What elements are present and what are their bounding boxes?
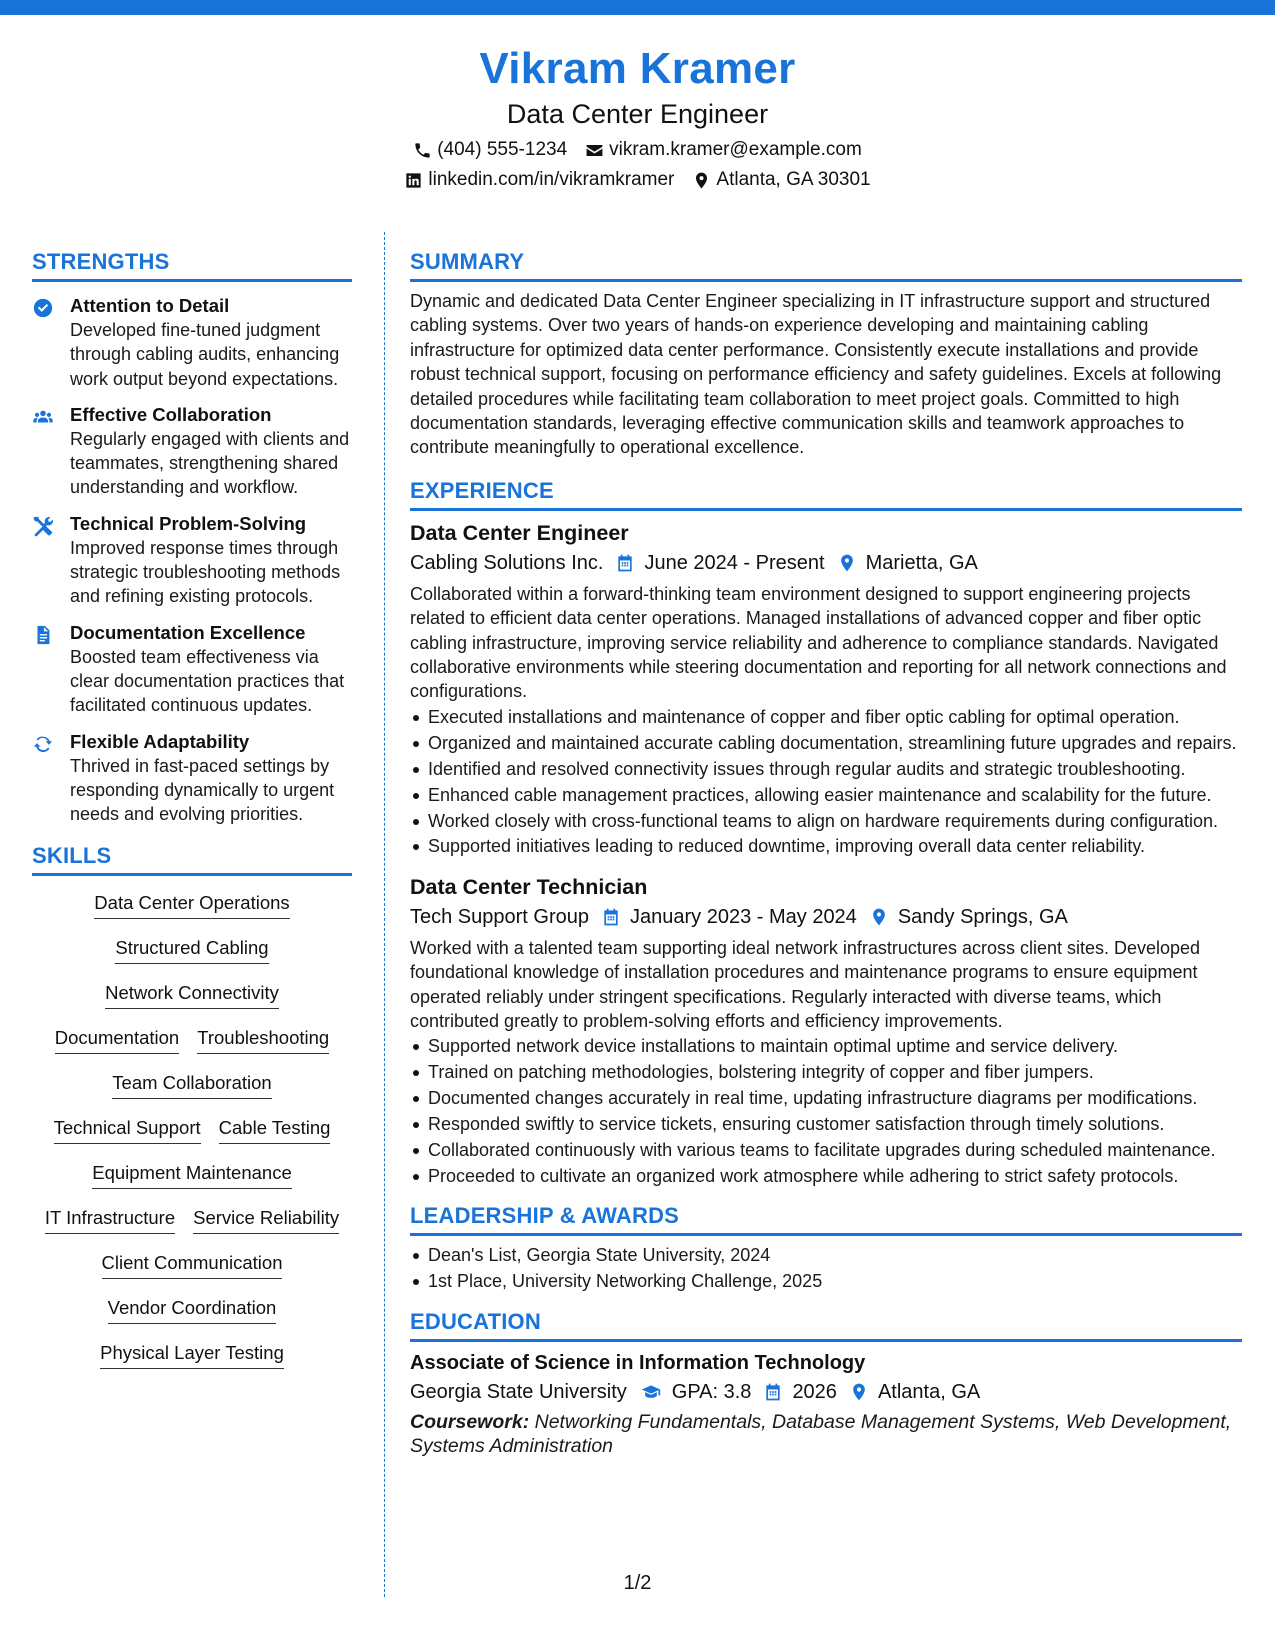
degree-title: Associate of Science in Information Technology xyxy=(410,1351,866,1374)
strength-title: Flexible Adaptability xyxy=(70,730,250,752)
tools-icon xyxy=(32,515,54,537)
skill-tag: Data Center Operations xyxy=(94,891,289,919)
strength-item xyxy=(32,294,352,391)
job-entry xyxy=(410,873,1242,1189)
calendar-icon xyxy=(615,553,635,573)
leadership-heading: LEADERSHIP & AWARDS xyxy=(410,1202,1242,1236)
list-item: Organized and maintained accurate cabling documentation, streamlining future upgrades and repairs. xyxy=(410,731,1242,755)
education-section xyxy=(410,1308,1242,1459)
school-location: Atlanta, GA xyxy=(877,1380,981,1403)
column-divider xyxy=(384,232,385,1597)
strength-title: Technical Problem-Solving xyxy=(70,512,307,534)
summary-text: Dynamic and dedicated Data Center Engineer specializing in IT infrastructure support and structured cabling systems. Over two years of hands-on experience developing and maintaining cabling infrastructure for optimized data center performance. Consistently execute installations and provide robust technical support, focusing on performance efficiency and safety guidelines. Excels at following detailed procedures while facilitating team collaboration to meet project goals. Committed to high documentation standards, leveraging effective communication skills and teamwork approaches to contribute meaningfully to operational excellence. xyxy=(410,291,1222,458)
job-meta xyxy=(410,902,1242,932)
skill-tag: Vendor Coordination xyxy=(108,1296,277,1324)
users-icon xyxy=(32,406,54,428)
skill-tag: IT Infrastructure xyxy=(45,1206,175,1234)
calendar-icon xyxy=(601,907,621,927)
job-location: Marietta, GA xyxy=(865,551,978,574)
strength-item xyxy=(32,621,352,718)
list-item: 1st Place, University Networking Challenge, 2025 xyxy=(410,1269,1242,1293)
list-item: Dean's List, Georgia State University, 2024 xyxy=(410,1243,1242,1267)
strength-desc: Improved response times through strategic troubleshooting methods and refining existing protocols. xyxy=(70,537,341,607)
linkedin-text: linkedin.com/in/vikramkramer xyxy=(428,169,675,190)
email-text: vikram.kramer@example.com xyxy=(609,139,862,160)
skill-tag: Network Connectivity xyxy=(105,981,279,1009)
school-name: Georgia State University xyxy=(410,1380,627,1403)
candidate-name: Vikram Kramer xyxy=(479,44,796,93)
list-item: Identified and resolved connectivity issues through regular audits and strategic troubleshooting. xyxy=(410,757,1242,781)
skills-heading: SKILLS xyxy=(32,842,352,876)
skill-tag: Equipment Maintenance xyxy=(92,1161,292,1189)
page-number: 1/2 xyxy=(623,1572,652,1594)
contact-email[interactable] xyxy=(585,135,862,165)
job-entry xyxy=(410,519,1242,859)
list-item: Supported network device installations to maintain optimal uptime and service delivery. xyxy=(410,1034,1242,1058)
job-dates: June 2024 - Present xyxy=(644,551,825,574)
envelope-icon xyxy=(585,141,604,160)
strength-item xyxy=(32,403,352,500)
job-title: Data Center Technician xyxy=(410,874,648,899)
list-item: Supported initiatives leading to reduced downtime, improving overall data center reliability. xyxy=(410,834,1242,858)
sync-icon xyxy=(32,733,54,755)
job-meta xyxy=(410,548,1242,578)
strength-desc: Boosted team effectiveness via clear documentation practices that facilitated continuous updates. xyxy=(70,646,345,716)
graduation-cap-icon xyxy=(639,1382,663,1402)
strengths-list xyxy=(32,294,352,826)
strengths-heading: STRENGTHS xyxy=(32,248,352,282)
skill-tag: Client Communication xyxy=(102,1251,283,1279)
list-item: Worked closely with cross-functional teams to align on hardware requirements during configuration. xyxy=(410,809,1242,833)
contact-row-1 xyxy=(0,135,1275,165)
strength-title: Documentation Excellence xyxy=(70,621,306,643)
map-pin-icon xyxy=(692,171,711,190)
coursework xyxy=(410,1410,1242,1459)
document-icon xyxy=(32,624,54,646)
strength-title: Attention to Detail xyxy=(70,295,230,316)
strength-desc: Thrived in fast-paced settings by responding dynamically to urgent needs and evolving priorities. xyxy=(70,755,335,825)
list-item: Enhanced cable management practices, allowing easier maintenance and scalability for the future. xyxy=(410,783,1242,807)
top-accent-bar xyxy=(0,0,1275,15)
job-bullets xyxy=(410,705,1242,859)
coursework-list: Networking Fundamentals, Database Management Systems, Web Development, Systems Administration xyxy=(410,1410,1232,1458)
job-description: Worked with a talented team supporting ideal network infrastructures across client sites. Developed foundational knowledge of installation procedures and maintenance programs to ensure equipment operated reliably under stringent specifications. Regularly interacted with diverse teams, which contributed greatly to problem-solving efforts and efficiency improvements. xyxy=(410,937,1201,1032)
leadership-section xyxy=(410,1202,1242,1293)
strength-desc: Developed fine-tuned judgment through cabling audits, enhancing work output beyond expectations. xyxy=(70,320,340,389)
skills-list xyxy=(32,884,352,1379)
map-pin-icon xyxy=(869,907,889,927)
strength-item xyxy=(32,512,352,609)
job-description: Collaborated within a forward-thinking team environment designed to support engineering projects related to efficient data center operations. Managed installations of advanced copper and fiber optic cabling infrastructure, improving service reliability and adherence to compliance standards. Navigated collaborative environments while steering documentation and reporting for all network connections and configurations. xyxy=(410,583,1227,702)
experience-heading: EXPERIENCE xyxy=(410,477,1242,511)
skill-tag: Troubleshooting xyxy=(197,1026,329,1054)
check-circle-icon xyxy=(32,297,54,319)
left-column xyxy=(32,248,352,1379)
resume-header xyxy=(0,40,1275,195)
job-company: Tech Support Group xyxy=(410,905,589,928)
map-pin-icon xyxy=(837,553,857,573)
skill-tag: Service Reliability xyxy=(193,1206,339,1234)
skill-tag: Team Collaboration xyxy=(112,1071,271,1099)
phone-text: (404) 555-1234 xyxy=(437,139,568,160)
leadership-list xyxy=(410,1243,1242,1293)
skill-tag: Structured Cabling xyxy=(115,936,268,964)
strength-title: Effective Collaboration xyxy=(70,403,272,425)
job-location: Sandy Springs, GA xyxy=(897,905,1068,928)
job-dates: January 2023 - May 2024 xyxy=(630,905,857,928)
contact-location xyxy=(692,165,870,195)
list-item: Collaborated continuously with various teams to facilitate upgrades during scheduled maintenance. xyxy=(410,1138,1242,1162)
list-item: Responded swiftly to service tickets, ensuring customer satisfaction through timely solutions. xyxy=(410,1112,1242,1136)
skill-tag: Physical Layer Testing xyxy=(100,1341,284,1369)
education-heading: EDUCATION xyxy=(410,1308,1242,1342)
gpa-text: GPA: 3.8 xyxy=(671,1380,752,1403)
education-meta xyxy=(410,1377,1242,1407)
experience-section xyxy=(410,477,1242,1189)
job-title: Data Center Engineer xyxy=(410,520,629,545)
graduation-year: 2026 xyxy=(792,1380,837,1403)
calendar-icon xyxy=(763,1382,783,1402)
skill-tag: Documentation xyxy=(55,1026,179,1054)
linkedin-icon xyxy=(404,171,423,190)
strength-desc: Regularly engaged with clients and teammates, strengthening shared understanding and workflow. xyxy=(70,428,350,498)
list-item: Documented changes accurately in real time, updating infrastructure diagrams per modifications. xyxy=(410,1086,1242,1110)
location-text: Atlanta, GA 30301 xyxy=(716,169,871,190)
list-item: Executed installations and maintenance of copper and fiber optic cabling for optimal operation. xyxy=(410,705,1242,729)
map-pin-icon xyxy=(849,1382,869,1402)
right-column xyxy=(410,248,1242,1459)
skill-tag: Technical Support xyxy=(54,1116,201,1144)
summary-heading: SUMMARY xyxy=(410,248,1242,282)
job-company: Cabling Solutions Inc. xyxy=(410,551,604,574)
skills-section xyxy=(32,842,352,1379)
job-bullets xyxy=(410,1034,1242,1188)
candidate-title: Data Center Engineer xyxy=(506,99,769,129)
contact-row-2 xyxy=(0,165,1275,195)
contact-linkedin[interactable] xyxy=(404,165,674,195)
skill-tag: Cable Testing xyxy=(219,1116,331,1144)
coursework-label: Coursework: xyxy=(410,1410,530,1433)
strength-item xyxy=(32,730,352,827)
list-item: Trained on patching methodologies, bolstering integrity of copper and fiber jumpers. xyxy=(410,1060,1242,1084)
contact-phone[interactable] xyxy=(413,135,567,165)
phone-icon xyxy=(413,141,432,160)
list-item: Proceeded to cultivate an organized work atmosphere while adhering to strict safety protocols. xyxy=(410,1164,1242,1188)
